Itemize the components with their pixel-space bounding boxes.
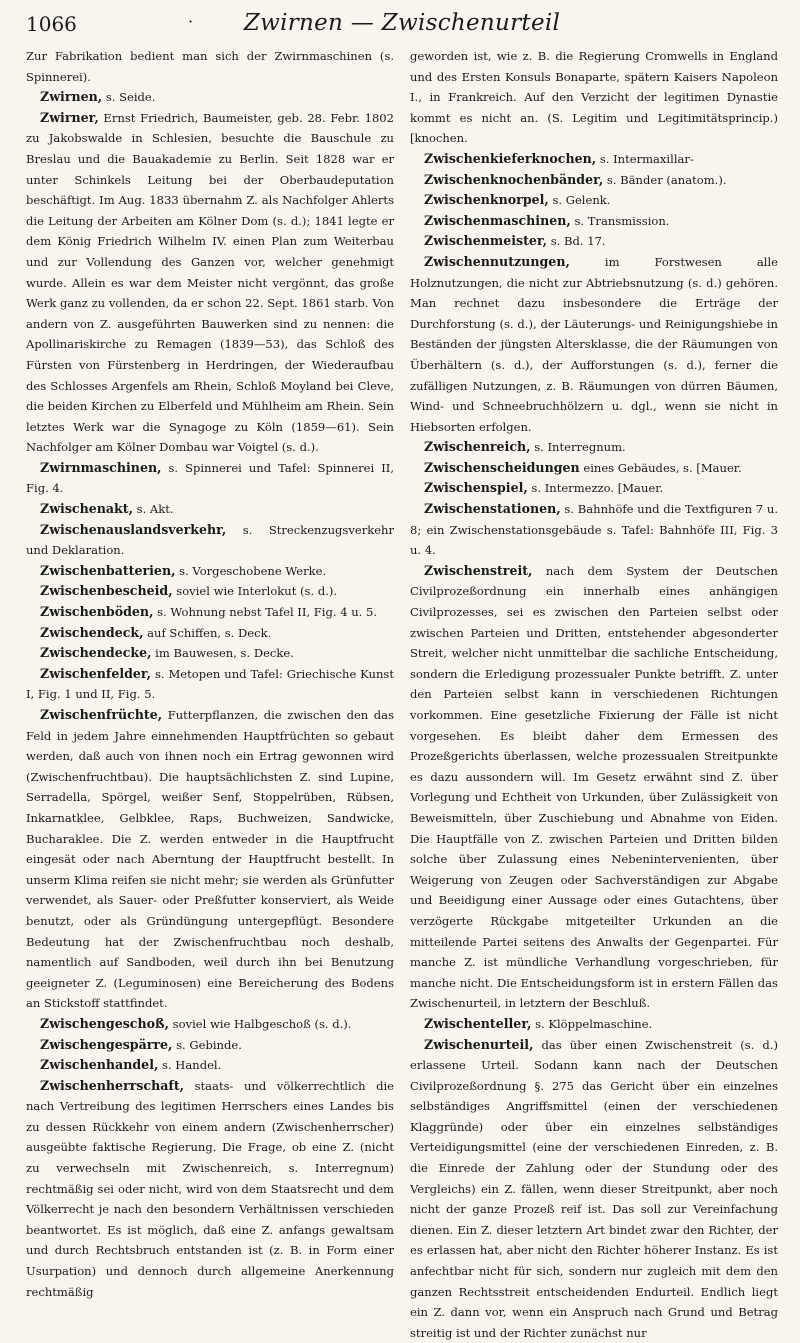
entry-text: das über einen Zwischenstreit (s. d.) erlassene Urteil. Sodann kann nach der Deutschen Civilprozeßordnung §. 275 das Gericht über ein einzelnes selbständiges Angriffsmittel (einen der verschiedenen Klaggründe) oder über ein einzelnes selbständiges Verteidigungsmittel (eine der verschiedenen Einreden, z. B. die Einrede der Zahlung oder der Stundung oder des Vergleichs) ein Z. fällen, wenn dieser Streitpunkt, aber noch nicht der ganze Prozeß reif ist. Das soll zur Vereinfachung dienen. Ein Z. dieser letztern Art bindet zwar den Richter, der es erlassen hat, aber nicht den Richter höherer Instanz. Es ist anfechtbar nicht für sich, sondern nur zugleich mit dem den ganzen Rechtsstreit entscheidenden Endurteil. Endlich liegt ein Z. dann vor, wenn ein Anspruch nach Grund und Betrag streitig ist und der Richter zunächst nur	[410, 1038, 778, 1340]
dictionary-entry	[410, 561, 778, 1014]
entry-text: s. Gebinde.	[172, 1038, 241, 1052]
entry-headword: Zwirnen,	[40, 89, 102, 104]
right-column	[410, 46, 778, 1343]
page-number: 1066	[26, 12, 77, 36]
entry-headword: Zwischenmeister,	[424, 233, 547, 248]
dictionary-entry	[26, 499, 394, 520]
entry-headword: Zwischenfrüchte,	[40, 707, 162, 722]
entry-headword: Zwischenherrschaft,	[40, 1078, 184, 1093]
entry-text: s. Akt.	[133, 502, 174, 516]
entry-headword: Zwischenteller,	[424, 1016, 531, 1031]
left-column	[26, 46, 394, 1343]
entry-text: Zur Fabrikation bedient man sich der Zwirnmaschinen (s. Spinnerei).	[26, 49, 394, 84]
dictionary-entry	[26, 458, 394, 499]
entry-headword: Zwischenknochenbänder,	[424, 172, 603, 187]
dictionary-entry	[26, 1014, 394, 1035]
dictionary-entry	[26, 581, 394, 602]
dictionary-entry	[410, 46, 778, 149]
dictionary-entry	[410, 190, 778, 211]
entry-text: s. Streckenzugsverkehr und Deklaration.	[26, 523, 394, 558]
dictionary-entry	[26, 561, 394, 582]
entry-headword: Zwischenreich,	[424, 439, 531, 454]
dictionary-entry	[26, 664, 394, 705]
entry-headword: Zwischenurteil,	[424, 1037, 533, 1052]
dictionary-entry	[26, 643, 394, 664]
entry-text: geworden ist, wie z. B. die Regierung Cromwells in England und des Ersten Konsuls Bonaparte, spätern Kaisers Napoleon I., in Frankreich. Auf den Verzicht der legitimen Dynastie kommt es nicht an. (S. Legitim und Legitimitätsprincip.) [knochen.	[410, 49, 778, 145]
entry-text: Ernst Friedrich, Baumeister, geb. 28. Febr. 1802 zu Jakobswalde in Schlesien, besuchte die Bauschule zu Breslau und die Bauakademie zu Berlin. Seit 1828 war er unter Schinkels Leitung bei der Oberbaudeputation beschäftigt. Im Aug. 1833 übernahm Z. als Nachfolger Ahlerts die Leitung der Arbeiten am Kölner Dom (s. d.); 1841 legte er dem König Friedrich Wilhelm IV. einen Plan zum Weiterbau und zur Vollendung des Ganzen vor, welcher genehmigt wurde. Allein es war dem Meister nicht vergönnt, das große Werk ganz zu vollenden, da er schon 22. Sept. 1861 starb. Von andern von Z. ausgeführten Bauwerken sind zu nennen: die Apollinariskirche zu Remagen (1839—53), das Schloß des Fürsten von Fürstenberg in Herdringen, der Wiederaufbau des Schlosses Argenfels am Rhein, Schloß Moyland bei Cleve, die beiden Kirchen zu Elberfeld und Mühlheim am Rhein. Sein letztes Werk war die Synagoge zu Köln (1859—61). Sein Nachfolger am Kölner Dombau war Voigtel (s. d.).	[26, 111, 394, 455]
entry-text: im Forstwesen alle Holznutzungen, die nicht zur Abtriebsnutzung (s. d.) gehören. Man rechnet dazu insbesondere die Erträge der Durchforstung (s. d.), der Läuterungs- und Reinigungshiebe in Beständen der jüngsten Altersklasse, die der Räumungen von Überhältern (s. d.), der Aufforstungen (s. d.), ferner die zufälligen Nutzungen, z. B. Räumungen von dürren Bäumen, Wind- und Schneebruchhölzern u. dgl., wenn sie nicht in Hiebsorten erfolgen.	[410, 255, 778, 434]
dictionary-entry	[410, 252, 778, 437]
entry-text: staats- und völkerrechtlich die nach Vertreibung des legitimen Herrschers eines Landes bis zu dessen Rückkehr von einem andern (Zwischenherrscher) ausgeübte faktische Regierung. Die Frage, ob eine Z. (nicht zu verwechseln mit Zwischenreich, s. Interregnum) rechtmäßig sei oder nicht, wird von dem Staatsrecht und dem Völkerrecht je nach den besondern Verhältnissen verschieden beantwortet. Es ist möglich, daß eine Z. anfangs gewaltsam und durch Rechtsbruch entstanden ist (z. B. in Form einer Usurpation) und dennoch durch allgemeine Anerkennung rechtmäßig	[26, 1079, 394, 1299]
entry-headword: Zwischenkieferknochen,	[424, 151, 596, 166]
dictionary-entry	[26, 108, 394, 458]
dictionary-entry	[26, 1035, 394, 1056]
entry-headword: Zwischenbescheid,	[40, 583, 173, 598]
dictionary-entry	[410, 211, 778, 232]
page-mark: ·	[188, 12, 193, 31]
entry-text: im Bauwesen, s. Decke.	[152, 646, 294, 660]
entry-headword: Zwischengespärre,	[40, 1037, 172, 1052]
text-columns	[26, 46, 778, 1343]
dictionary-entry	[410, 437, 778, 458]
entry-headword: Zwischendeck,	[40, 625, 144, 640]
dictionary-entry	[410, 149, 778, 170]
running-head: Zwirnen — Zwischenurteil	[26, 10, 778, 36]
dictionary-entry	[26, 520, 394, 561]
dictionary-entry	[410, 231, 778, 252]
entry-text: Futterpflanzen, die zwischen den das Feld in jedem Jahre einnehmenden Hauptfrüchten so gebaut werden, daß auch von ihnen noch ein Ertrag gewonnen wird (Zwischenfruchtbau). Die hauptsächlichsten Z. sind Lupine, Serradella, Spörgel, weißer Senf, Stoppelrüben, Rübsen, Inkarnatklee, Gelbklee, Raps, Buchweizen, Sandwicke, Bucharaklee. Die Z. werden entweder in die Hauptfrucht eingesät oder nach Aberntung der Hauptfrucht bestellt. In unserm Klima reifen sie nicht mehr; sie werden als Grünfutter verwendet, als Sauer- oder Preßfutter konserviert, als Weide benutzt, oder als Gründüngung untergepflügt. Besondere Bedeutung hat der Zwischenfruchtbau noch deshalb, namentlich auf Sandboden, weil durch ihn bei Benutzung geeigneter Z. (Leguminosen) eine Bereicherung des Bodens an Stickstoff stattfindet.	[26, 708, 394, 1010]
entry-text: eines Gebäudes, s. [Mauer.	[580, 461, 742, 475]
dictionary-entry	[26, 1055, 394, 1076]
dictionary-entry	[26, 623, 394, 644]
entry-text: s. Intermezzo. [Mauer.	[528, 481, 663, 495]
dictionary-entry	[26, 705, 394, 1014]
dictionary-entry	[26, 87, 394, 108]
entry-headword: Zwischenknorpel,	[424, 192, 549, 207]
entry-headword: Zwischenmaschinen,	[424, 213, 571, 228]
entry-text: s. Intermaxillar-	[596, 152, 694, 166]
entry-headword: Zwischendecke,	[40, 645, 152, 660]
dictionary-entry	[410, 1035, 778, 1343]
entry-text: auf Schiffen, s. Deck.	[144, 626, 272, 640]
entry-headword: Zwischenstationen,	[424, 501, 561, 516]
entry-text: soviel wie Halbgeschoß (s. d.).	[169, 1017, 351, 1031]
entry-text: s. Bänder (anatom.).	[603, 173, 726, 187]
entry-headword: Zwischenscheidungen	[424, 460, 580, 475]
entry-headword: Zwischennutzungen,	[424, 254, 570, 269]
entry-headword: Zwischenböden,	[40, 604, 153, 619]
entry-headword: Zwischenfelder,	[40, 666, 151, 681]
page-header	[26, 10, 778, 40]
entry-text: s. Interregnum.	[531, 440, 626, 454]
dictionary-entry	[410, 478, 778, 499]
entry-headword: Zwirner,	[40, 110, 99, 125]
dictionary-entry	[410, 458, 778, 479]
entry-text: s. Wohnung nebst Tafel II, Fig. 4 u. 5.	[153, 605, 377, 619]
entry-headword: Zwischenakt,	[40, 501, 133, 516]
entry-text: s. Seide.	[102, 90, 155, 104]
dictionary-entry	[26, 1076, 394, 1303]
entry-text: s. Handel.	[158, 1058, 221, 1072]
dictionary-entry	[26, 46, 394, 87]
entry-text: s. Gelenk.	[549, 193, 611, 207]
entry-headword: Zwischenstreit,	[424, 563, 532, 578]
dictionary-entry	[410, 170, 778, 191]
entry-headword: Zwischenauslandsverkehr,	[40, 522, 226, 537]
entry-headword: Zwischenbatterien,	[40, 563, 176, 578]
dictionary-entry	[410, 1014, 778, 1035]
entry-text: s. Transmission.	[571, 214, 670, 228]
entry-headword: Zwischenhandel,	[40, 1057, 158, 1072]
entry-text: s. Spinnerei und Tafel: Spinnerei II, Fig. 4.	[26, 461, 394, 496]
entry-text: s. Metopen und Tafel: Griechische Kunst I, Fig. 1 und II, Fig. 5.	[26, 667, 394, 702]
entry-headword: Zwirnmaschinen,	[40, 460, 162, 475]
entry-text: nach dem System der Deutschen Civilprozeßordnung ein innerhalb eines anhängigen Civilprozesses, sei es zwischen den Parteien selbst oder zwischen Parteien und Dritten, entstehender abgesonderter Streit, welcher nicht unmittelbar die sachliche Entscheidung, sondern die Erledigung prozessualer Punkte betrifft. Z. unter den Parteien selbst kann in verschiedenen Richtungen vorkommen. Eine gesetzliche Fixierung der Fälle ist nicht vorgesehen. Es bleibt daher dem Ermessen des Prozeßgerichts überlassen, welche prozessualen Streitpunkte es dazu aussondern will. Im Gesetz erwähnt sind Z. über Vorlegung und Echtheit von Urkunden, über Zulässigkeit von Beweismitteln, über Zuschiebung und Abnahme von Eiden. Die Hauptfälle von Z. zwischen Parteien und Dritten bilden solche über Zulassung eines Nebenintervenienten, über Weigerung von Zeugen oder Sachverständigen zur Abgabe und Beeidigung einer Aussage oder eines Gutachtens, über verzögerte Rückgabe mitgeteilter Urkunden an die mitteilende Partei seitens des Anwalts der Gegenpartei. Für manche Z. ist mündliche Verhandlung vorgeschrieben, für manche nicht. Die Entscheidungsform ist in erstern Fällen das Zwischenurteil, in letztern der Beschluß.	[410, 564, 778, 1010]
entry-text: s. Bd. 17.	[547, 234, 606, 248]
dictionary-entry	[26, 602, 394, 623]
entry-text: s. Klöppelmaschine.	[531, 1017, 652, 1031]
entry-headword: Zwischenspiel,	[424, 480, 528, 495]
dictionary-entry	[410, 499, 778, 561]
entry-headword: Zwischengeschoß,	[40, 1016, 169, 1031]
entry-text: soviel wie Interlokut (s. d.).	[173, 584, 337, 598]
entry-text: s. Bahnhöfe und die Textfiguren 7 u. 8; ein Zwischenstationsgebäude s. Tafel: Bahnhöfe III, Fig. 3 u. 4.	[410, 502, 778, 557]
entry-text: s. Vorgeschobene Werke.	[176, 564, 327, 578]
